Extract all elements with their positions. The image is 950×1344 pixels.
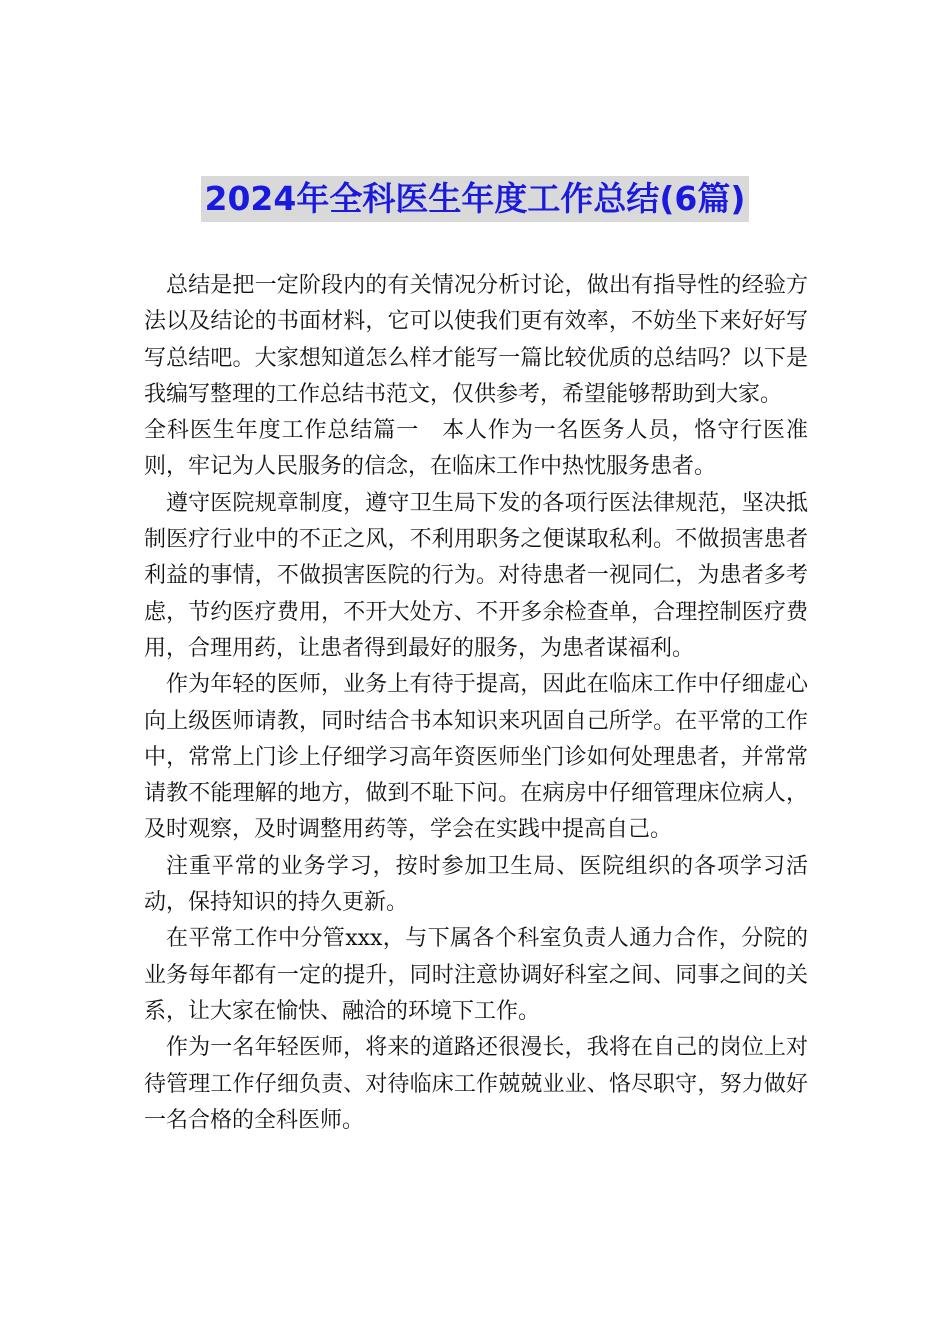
paragraph-rules: 遵守医院规章制度，遵守卫生局下发的各项行医法律规范，坚决抵制医疗行业中的不正之风，不利用职务之便谋取私利。不做损害患者利益的事情，不做损害医院的行为。对待患者一视同仁，为患者多考虑，节约医疗费用，不开大处方、不开多余检查单，合理控制医疗费用，合理用药，让患者得到最好的服务，为患者谋福利。 bbox=[144, 490, 808, 661]
paragraph-management: 在平常工作中分管xxx，与下属各个科室负责人通力合作，分院的业务每年都有一定的提升，同时注意协调好科室之间、同事之间的关系，让大家在愉快、融洽的环境下工作。 bbox=[144, 926, 808, 1024]
paragraph-intro: 总结是把一定阶段内的有关情况分析讨论，做出有指导性的经验方法以及结论的书面材料，它可以使我们更有效率，不妨坐下来好好写写总结吧。大家想知道怎么样才能写一篇比较优质的总结吗？以下是我编写整理的工作总结书范文，仅供参考，希望能够帮助到大家。 bbox=[144, 273, 808, 407]
document-title: 2024年全科医生年度工作总结(6篇) bbox=[201, 176, 750, 222]
title-container bbox=[0, 176, 950, 222]
paragraph-conclusion: 作为一名年轻医师，将来的道路还很漫长，我将在自己的岗位上对待管理工作仔细负责、对待临床工作兢兢业业、恪尽职守，努力做好一名合格的全科医师。 bbox=[144, 1035, 808, 1133]
paragraph-learning: 作为年轻的医师，业务上有待于提高，因此在临床工作中仔细虚心向上级医师请教，同时结合书本知识来巩固自己所学。在平常的工作中，常常上门诊上仔细学习高年资医师坐门诊如何处理患者，并常常请教不能理解的地方，做到不耻下问。在病房中仔细管理床位病人，及时观察，及时调整用药等，学会在实践中提高自己。 bbox=[144, 672, 808, 843]
document-body bbox=[144, 268, 808, 1139]
paragraph-section-one-heading: 全科医生年度工作总结篇一 本人作为一名医务人员，恪守行医准则，牢记为人民服务的信念，在临床工作中热忱服务患者。 bbox=[144, 418, 808, 480]
paragraph-study: 注重平常的业务学习，按时参加卫生局、医院组织的各项学习活动，保持知识的持久更新。 bbox=[144, 853, 808, 916]
